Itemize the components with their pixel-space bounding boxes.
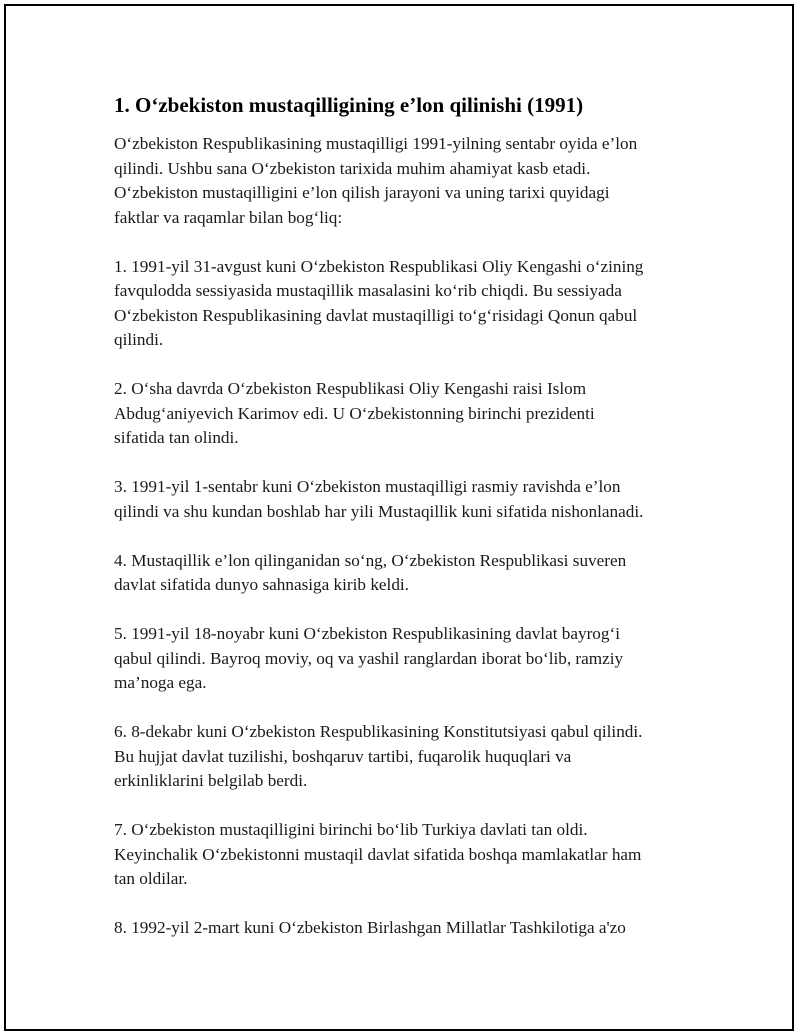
paragraph	[114, 720, 714, 794]
paragraph	[114, 622, 714, 696]
paragraph-list	[114, 132, 714, 941]
paragraph-line: 7. O‘zbekiston mustaqilligini birinchi bo‘lib Turkiya davlati tan oldi.	[114, 820, 588, 839]
paragraph-line: favqulodda sessiyasida mustaqillik masalasini ko‘rib chiqdi. Bu sessiyada	[114, 281, 622, 300]
paragraph-line: 5. 1991-yil 18-noyabr kuni O‘zbekiston Respublikasining davlat bayrog‘i	[114, 624, 620, 643]
paragraph-line: 2. O‘sha davrda O‘zbekiston Respublikasi Oliy Kengashi raisi Islom	[114, 379, 587, 398]
paragraph-line: sifatida tan olindi.	[114, 428, 239, 447]
paragraph-line: tan oldilar.	[114, 869, 188, 888]
paragraph-line: davlat sifatida dunyo sahnasiga kirib keldi.	[114, 575, 409, 594]
paragraph	[114, 818, 714, 892]
paragraph	[114, 916, 714, 941]
paragraph	[114, 255, 714, 353]
paragraph-line: 3. 1991-yil 1-sentabr kuni O‘zbekiston mustaqilligi rasmiy ravishda e’lon	[114, 477, 621, 496]
document-body	[114, 92, 714, 965]
paragraph-line: 4. Mustaqillik e’lon qilinganidan so‘ng, O‘zbekiston Respublikasi suveren	[114, 550, 627, 570]
paragraph-line: faktlar va raqamlar bilan bog‘liq:	[114, 207, 343, 227]
paragraph	[114, 549, 714, 598]
paragraph-line: O‘zbekiston Respublikasining mustaqilligi 1991-yilning sentabr oyida e’lon	[114, 134, 638, 153]
paragraph-line: qilindi va shu kundan boshlab har yili Mustaqillik kuni sifatida nishonlanadi.	[114, 501, 644, 521]
paragraph	[114, 377, 714, 451]
paragraph-line: O‘zbekiston mustaqilligini e’lon qilish jarayoni va uning tarixi quyidagi	[114, 183, 610, 202]
paragraph-line: ma’noga ega.	[114, 673, 207, 692]
paragraph-line: O‘zbekiston Respublikasining davlat mustaqilligi to‘g‘risidagi Qonun qabul	[114, 305, 638, 325]
paragraph-line: 6. 8-dekabr kuni O‘zbekiston Respublikasining Konstitutsiyasi qabul qilindi.	[114, 722, 643, 741]
paragraph-line: qilindi. Ushbu sana O‘zbekiston tarixida muhim ahamiyat kasb etadi.	[114, 158, 591, 178]
paragraph-line: erkinliklarini belgilab berdi.	[114, 771, 308, 790]
paragraph-line: Abdug‘aniyevich Karimov edi. U O‘zbekistonning birinchi prezidenti	[114, 403, 595, 423]
paragraph	[114, 132, 714, 230]
paragraph-line: 1. 1991-yil 31-avgust kuni O‘zbekiston Respublikasi Oliy Kengashi o‘zining	[114, 256, 644, 276]
paragraph-line: Keyinchalik O‘zbekistonni mustaqil davlat sifatida boshqa mamlakatlar ham	[114, 844, 642, 864]
paragraph-line: qabul qilindi. Bayroq moviy, oq va yashil ranglardan iborat bo‘lib, ramziy	[114, 648, 624, 668]
document-title: 1. O‘zbekiston mustaqilligining e’lon qilinishi (1991)	[114, 93, 584, 117]
paragraph-line: qilindi.	[114, 330, 164, 349]
paragraph-line: 8. 1992-yil 2-mart kuni O‘zbekiston Birlashgan Millatlar Tashkilotiga a'zo	[114, 918, 626, 937]
paragraph	[114, 475, 714, 524]
paragraph-line: Bu hujjat davlat tuzilishi, boshqaruv tartibi, fuqarolik huquqlari va	[114, 746, 572, 766]
